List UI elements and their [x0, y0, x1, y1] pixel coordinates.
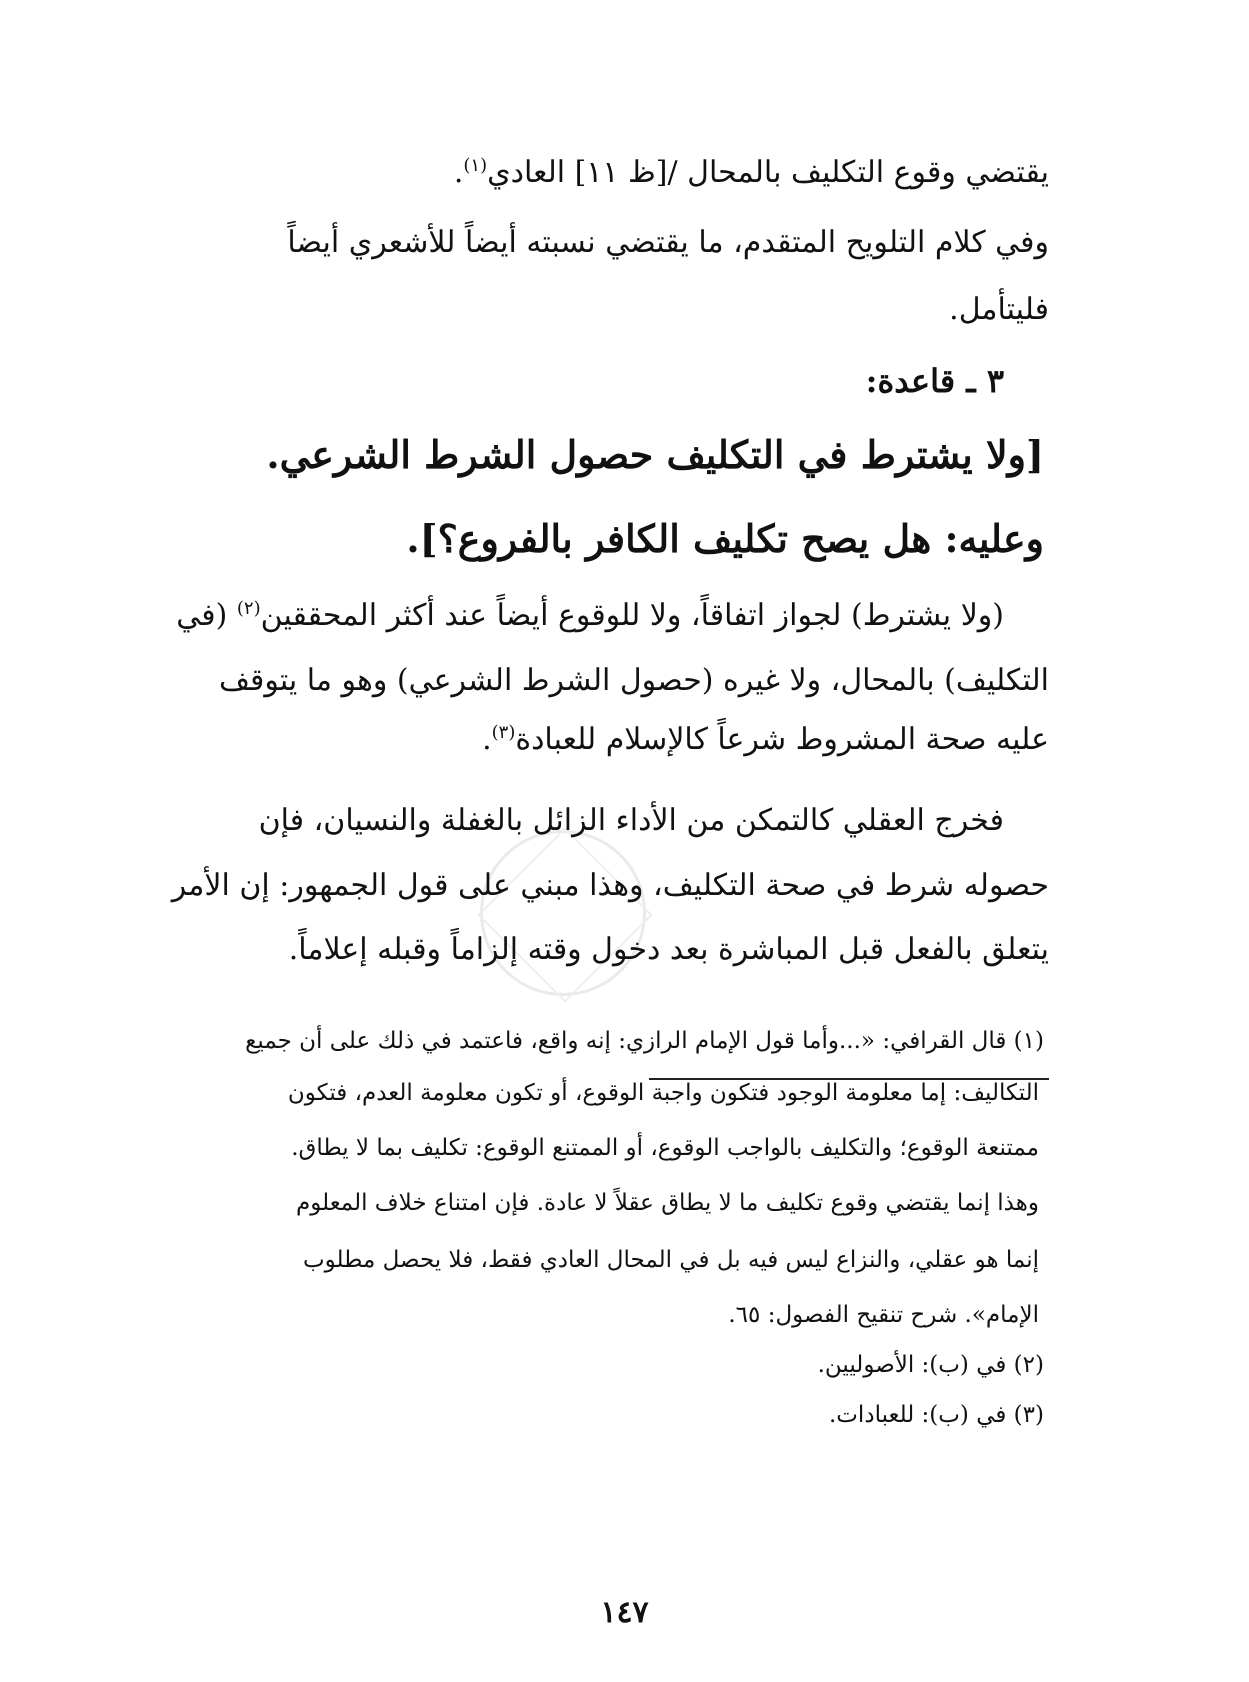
rule-statement-2 — [150, 516, 1044, 561]
text-p6: يتعلق بالفعل قبل المباشرة بعد دخول وقته إلزاماً وقبله إعلاماً. — [288, 932, 1049, 967]
paragraph-line-6 — [150, 932, 1049, 967]
text-l2: وفي كلام التلويح المتقدم، ما يقتضي نسبته أيضاً للأشعري أيضاً — [287, 225, 1049, 260]
rule-heading — [150, 362, 1004, 400]
text-l3: فليتأمل. — [949, 292, 1049, 327]
footnote-1-line-1: (١) قال القرافي: «...وأما قول الإمام الرازي: إنه واقع، فاعتمد في ذلك على أن جميع — [245, 1028, 1044, 1054]
library-watermark-icon — [480, 830, 646, 996]
text-l1: يقتضي وقوع التكليف بالمحال /[ظ ١١] العادي — [487, 155, 1049, 190]
footnote-1-line-2: التكاليف: إما معلومة الوجود فتكون واجبة الوقوع، أو تكون معلومة العدم، فتكون — [287, 1080, 1039, 1106]
paragraph-line-4 — [150, 803, 1004, 838]
text-line-1: يقتضي وقوع التكليف بالمحال /[ظ ١١] العادي$^{(١)}$. — [453, 155, 1049, 190]
heading-text-2: وعليه: هل يصح تكليف الكافر بالفروع؟]. — [406, 516, 1044, 561]
text-line-2 — [150, 225, 1049, 260]
footnote-ref-2: (٢) — [236, 598, 261, 619]
text-p1-end: (في — [176, 598, 228, 633]
text-line-3 — [150, 292, 1049, 327]
text-p2: التكليف) بالمحال، ولا غيره (حصول الشرط الشرعي) وهو ما يتوقف — [218, 663, 1049, 698]
footnote-2: (٢) في (ب): الأصوليين. — [817, 1352, 1044, 1378]
paragraph-line-2 — [150, 663, 1049, 698]
page-number: ١٤٧ — [600, 1595, 649, 1630]
text-p3: عليه صحة المشروط شرعاً كالإسلام للعبادة — [515, 722, 1049, 757]
rule-statement-1 — [150, 432, 1044, 477]
footnote-1-line-4: وهذا إنما يقتضي وقوع تكليف ما لا يطاق عقلاً لا عادة. فإن امتناع خلاف المعلوم — [295, 1190, 1039, 1216]
footnote-1-line-6: الإمام». شرح تنقيح الفصول: ٦٥. — [728, 1302, 1039, 1328]
paragraph-line-3: عليه صحة المشروط شرعاً كالإسلام للعبادة$^{(٣)}$. — [482, 722, 1049, 757]
footnote-1-line-5: إنما هو عقلي، والنزاع ليس فيه بل في المحال العادي فقط، فلا يحصل مطلوب — [302, 1247, 1039, 1273]
paragraph-line-5 — [150, 868, 1049, 903]
text-p4: فخرج العقلي كالتمكن من الأداء الزائل بالغفلة والنسيان، فإن — [258, 803, 1004, 838]
heading-text-1: [ولا يشترط في التكليف حصول الشرط الشرعي. — [266, 432, 1044, 477]
text-p1: (ولا يشترط) لجواز اتفاقاً، ولا للوقوع أيضاً عند أكثر المحققين — [260, 598, 1004, 633]
footnote-ref-3: (٣) — [491, 722, 516, 743]
footnote-1-line-3: ممتنعة الوقوع؛ والتكليف بالواجب الوقوع، أو الممتنع الوقوع: تكليف بما لا يطاق. — [291, 1135, 1039, 1161]
footnote-ref-1: (١) — [463, 155, 488, 176]
text-p5: حصوله شرط في صحة التكليف، وهذا مبني على قول الجمهور: إن الأمر — [171, 868, 1049, 903]
footnote-3: (٣) في (ب): للعبادات. — [828, 1402, 1044, 1428]
heading-number: ٣ ـ قاعدة: — [865, 362, 1004, 400]
paragraph-line-1 — [150, 598, 1004, 633]
